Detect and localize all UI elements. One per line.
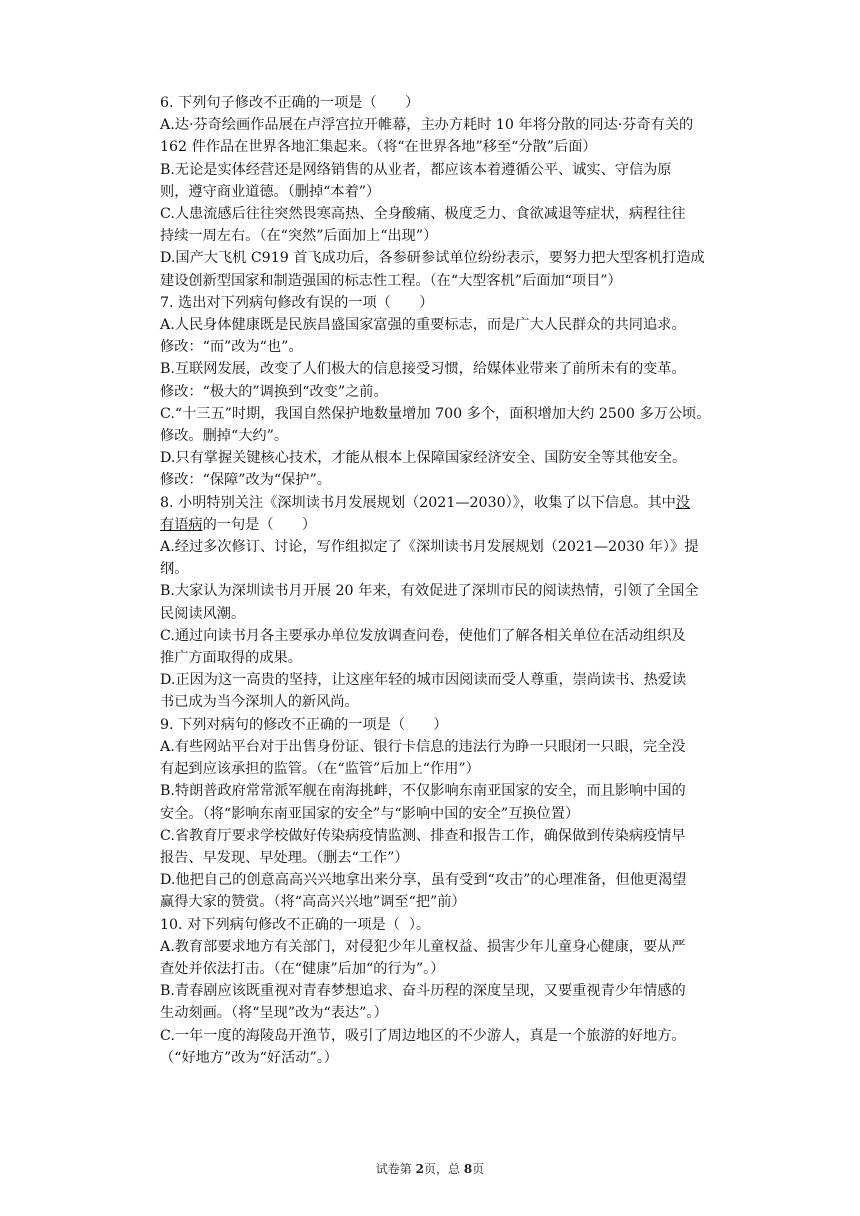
footer-middle: 页，总 [423, 1162, 464, 1176]
question-8 [160, 492, 726, 714]
question-stem-text: 的一句是（ ） [202, 516, 317, 533]
option-c: C.省教育厅要求学校做好传染病疫情监测、排查和报告工作，确保做到传染病疫情早 [160, 827, 686, 844]
question-6 [160, 92, 726, 292]
page-number: 2 [415, 1162, 424, 1176]
question-stem-text: 8. 小明特别关注《深圳读书月发展规划（2021—2030）》，收集了以下信息。其中 [160, 494, 676, 511]
option-a: A.教育部要求地方有关部门，对侵犯少年儿童权益、损害少年儿童身心健康，要从严 [160, 938, 686, 955]
option-b: B.青春剧应该既重视对青春梦想追求、奋斗历程的深度呈现，又要重视青少年情感的 [160, 983, 686, 1000]
option-b-cont: 则，遵守商业道德。（删掉“本着”） [160, 183, 381, 200]
option-c-cont: 持续一周左右。（在“突然”后面加上“出现”） [160, 228, 438, 245]
option-d: D.国产大飞机 C919 首飞成功后，各参研参试单位纷纷表示，要努力把大型客机打造成 [160, 250, 705, 267]
option-b-cont: 民阅读风潮。 [160, 605, 246, 622]
question-7 [160, 292, 726, 492]
option-d-cont: 书已成为当今深圳人的新风尚。 [160, 694, 359, 711]
option-a: A.人民身体健康既是民族昌盛国家富强的重要标志，而是广大人民群众的共同追求。 [160, 317, 686, 334]
option-d-cont: 建设创新型国家和制造强国的标志性工程。（在“大型客机”后面加“项目”） [160, 272, 622, 289]
option-c-cont: （“好地方”改为“好活动”。） [160, 1049, 338, 1066]
option-b: B.无论是实体经营还是网络销售的从业者，都应该本着遵循公平、诚实、守信为原 [160, 161, 672, 178]
question-stem: 6. 下列句子修改不正确的一项是（ ） [160, 95, 420, 111]
option-c: C.“十三五”时期，我国自然保护地数量增加 700 多个，面积增加大约 2500 多万公顷。 [160, 405, 711, 422]
question-10 [160, 914, 726, 1069]
option-c: C.通过向读书月各主要承办单位发放调查问卷，使他们了解各相关单位在活动组织及 [160, 627, 686, 644]
option-c-cont: 报告、早发现、早处理。（删去“工作”） [160, 849, 409, 866]
question-stem [160, 492, 726, 514]
underlined-text: 没 [675, 494, 691, 511]
option-b: B.大家认为深圳读书月开展 20 年来，有效促进了深圳市民的阅读热情，引领了全国全 [160, 583, 699, 600]
option-a: A.达·芬奇绘画作品展在卢浮宫拉开帷幕，主办方耗时 10 年将分散的同达·芬奇有关的 [160, 117, 694, 134]
exam-page-content [160, 92, 726, 1069]
option-b: B.特朗普政府常常派军舰在南海挑衅，不仅影响东南亚国家的安全，而且影响中国的 [160, 783, 686, 800]
option-c: C.人患流感后往往突然畏寒高热、全身酸痛、极度乏力、食欲减退等症状，病程往往 [160, 206, 686, 223]
option-d-cont: 赢得大家的赞赏。（将“高高兴兴地”调至“把”前） [160, 894, 466, 911]
option-b: B.互联网发展，改变了人们极大的信息接受习惯，给媒体业带来了前所未有的变革。 [160, 361, 686, 378]
option-a-cont: 查处并依法打击。（在“健康”后加“的行为”。） [160, 960, 445, 977]
option-c-cont: 修改。删掉“大约”。 [160, 428, 289, 445]
option-a-cont: 有起到应该承担的监管。（在“监管”后加上“作用”） [160, 761, 480, 778]
option-d: D.他把自己的创意高高兴兴地拿出来分享，虽有受到“攻击”的心理准备，但他更渴望 [160, 872, 687, 889]
page-footer [0, 1160, 860, 1177]
question-stem: 9. 下列对病句的修改不正确的一项是（ ） [160, 716, 448, 733]
option-a: A.有些网站平台对于出售身份证、银行卡信息的违法行为睁一只眼闭一只眼，完全没 [160, 738, 686, 755]
option-c: C.一年一度的海陵岛开渔节，吸引了周边地区的不少游人，真是一个旅游的好地方。 [160, 1027, 686, 1044]
underlined-text: 有语病 [160, 516, 203, 533]
option-a-cont: 纲。 [160, 561, 189, 578]
question-stem-cont [160, 514, 726, 536]
option-c-cont: 推广方面取得的成果。 [160, 650, 302, 667]
footer-prefix: 试卷第 [375, 1162, 416, 1176]
total-pages: 8 [463, 1162, 473, 1176]
option-a: A.经过多次修订、讨论，写作组拟定了《深圳读书月发展规划（2021—2030 年）》提 [160, 539, 699, 556]
question-stem: 7. 选出对下列病句修改有误的一项（ ） [160, 294, 434, 311]
option-d-cont: 修改：“保障”改为“保护”。 [160, 472, 331, 489]
question-9 [160, 714, 726, 914]
option-b-cont: 安全。（将“影响东南亚国家的安全”与“影响中国的安全”互换位置） [160, 805, 580, 822]
option-b-cont: 生动刻画。（将“呈现”改为“表达”。） [160, 1005, 388, 1022]
option-d: D.正因为这一高贵的坚持，让这座年轻的城市因阅读而受人尊重，崇尚读书、热爱读 [160, 672, 687, 689]
option-a-cont: 162 件作品在世界各地汇集起来。（将“在世界各地”移至“分散”后面） [160, 139, 597, 156]
option-a-cont: 修改：“而”改为“也”。 [160, 339, 303, 356]
option-b-cont: 修改：“极大的”调换到“改变”之前。 [160, 383, 388, 400]
footer-suffix: 页 [472, 1162, 485, 1176]
question-stem: 10. 对下列病句修改不正确的一项是（ ）。 [160, 916, 431, 933]
option-d: D.只有掌握关键核心技术，才能从根本上保障国家经济安全、国防安全等其他安全。 [160, 450, 687, 467]
